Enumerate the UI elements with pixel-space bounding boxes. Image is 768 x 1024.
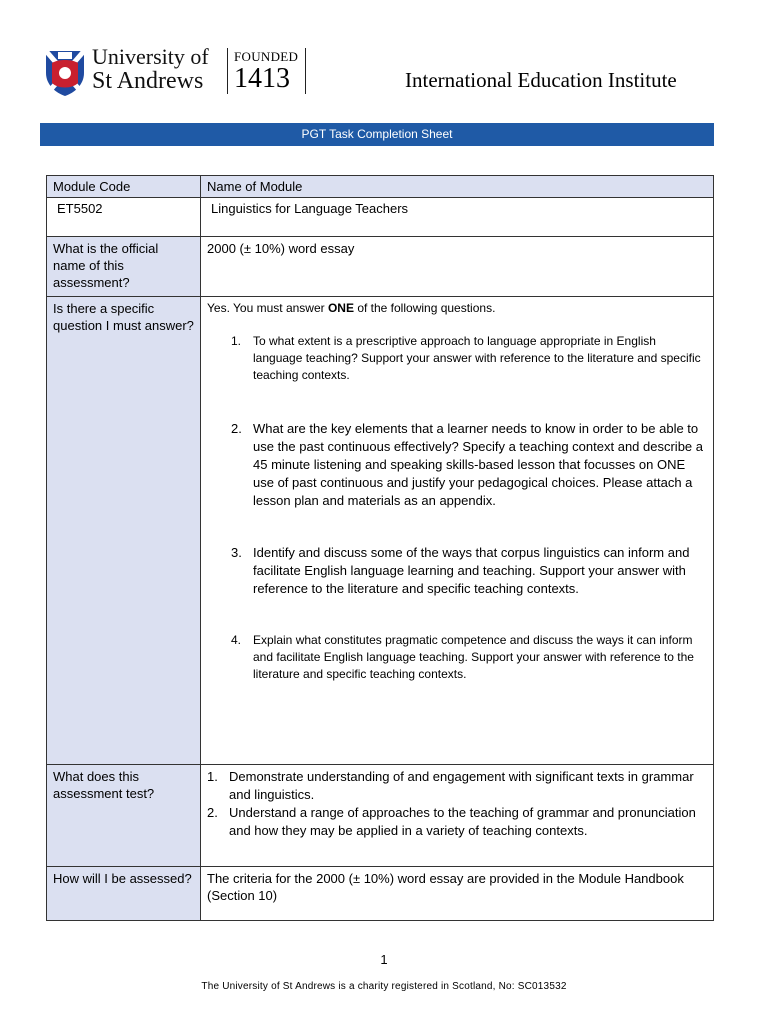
- university-crest-icon: [44, 49, 86, 97]
- official-name-question: What is the official name of this assessment?: [47, 237, 201, 297]
- table-header-row: [47, 176, 714, 198]
- founded-year: 1413: [234, 63, 290, 94]
- task-sheet-table: [46, 175, 714, 921]
- assessment-test-question: What does this assessment test?: [47, 765, 201, 867]
- questions-intro: Yes. You must answer ONE of the following questions.: [207, 301, 496, 315]
- table-row: [47, 297, 714, 765]
- module-name-header: Name of Module: [201, 176, 714, 198]
- question-list: [207, 333, 707, 683]
- university-name-line2: St Andrews: [92, 68, 204, 94]
- outcome-list: [207, 768, 707, 840]
- list-item: 1. Demonstrate understanding of and engagement with significant texts in grammar and linguistics.: [207, 769, 694, 802]
- page-title-banner: PGT Task Completion Sheet: [40, 123, 714, 146]
- table-row: [47, 198, 714, 237]
- table-row: [47, 237, 714, 297]
- module-code-header: Module Code: [47, 176, 201, 198]
- divider: [305, 48, 306, 94]
- university-name: [92, 46, 209, 93]
- university-name-line1: University of: [92, 44, 209, 69]
- official-name-answer: 2000 (± 10%) word essay: [201, 237, 714, 297]
- specific-question-answer: [201, 297, 714, 765]
- page-header: [0, 0, 768, 120]
- assessed-answer: The criteria for the 2000 (± 10%) word essay are provided in the Module Handbook (Section 10): [201, 867, 714, 921]
- module-code-value: ET5502: [47, 198, 201, 237]
- founded-block: [234, 50, 298, 93]
- list-item: 3. Identify and discuss some of the ways that corpus linguistics can inform and facilitate English language learning and teaching. Support your answer with reference to the literature and specific teaching contexts.: [231, 545, 690, 596]
- module-name-value: Linguistics for Language Teachers: [201, 198, 714, 237]
- table-row: [47, 765, 714, 867]
- assessed-question: How will I be assessed?: [47, 867, 201, 921]
- specific-question-label: Is there a specific question I must answer?: [47, 297, 201, 765]
- list-item: 1. To what extent is a prescriptive approach to language appropriate in English language teaching? Support your answer with reference to the literature and specific teaching contexts.: [231, 334, 701, 382]
- assessment-test-answer: [201, 765, 714, 867]
- list-item: 2. What are the key elements that a learner needs to know in order to be able to use the past continuous effectively? Specify a teaching context and describe a 45 minute listening and speaking skills-based lesson that focusses on ONE use of past continuous and justify your pedagogical choices. Please attach a lesson plan and materials as an appendix.: [231, 421, 703, 508]
- list-item: 2. Understand a range of approaches to the teaching of grammar and pronunciation and how they may be applied in a variety of teaching contexts.: [207, 805, 696, 838]
- founded-label: FOUNDED: [234, 49, 299, 64]
- page-number: 1: [380, 952, 388, 967]
- institute-name: International Education Institute: [405, 68, 677, 92]
- page-footer: The University of St Andrews is a charity registered in Scotland, No: SC013532: [201, 981, 567, 992]
- table-row: [47, 867, 714, 921]
- divider: [227, 48, 228, 94]
- list-item: 4. Explain what constitutes pragmatic competence and discuss the ways it can inform and facilitate English language teaching. Support your answer with reference to the literature and specific teaching contexts.: [231, 633, 694, 681]
